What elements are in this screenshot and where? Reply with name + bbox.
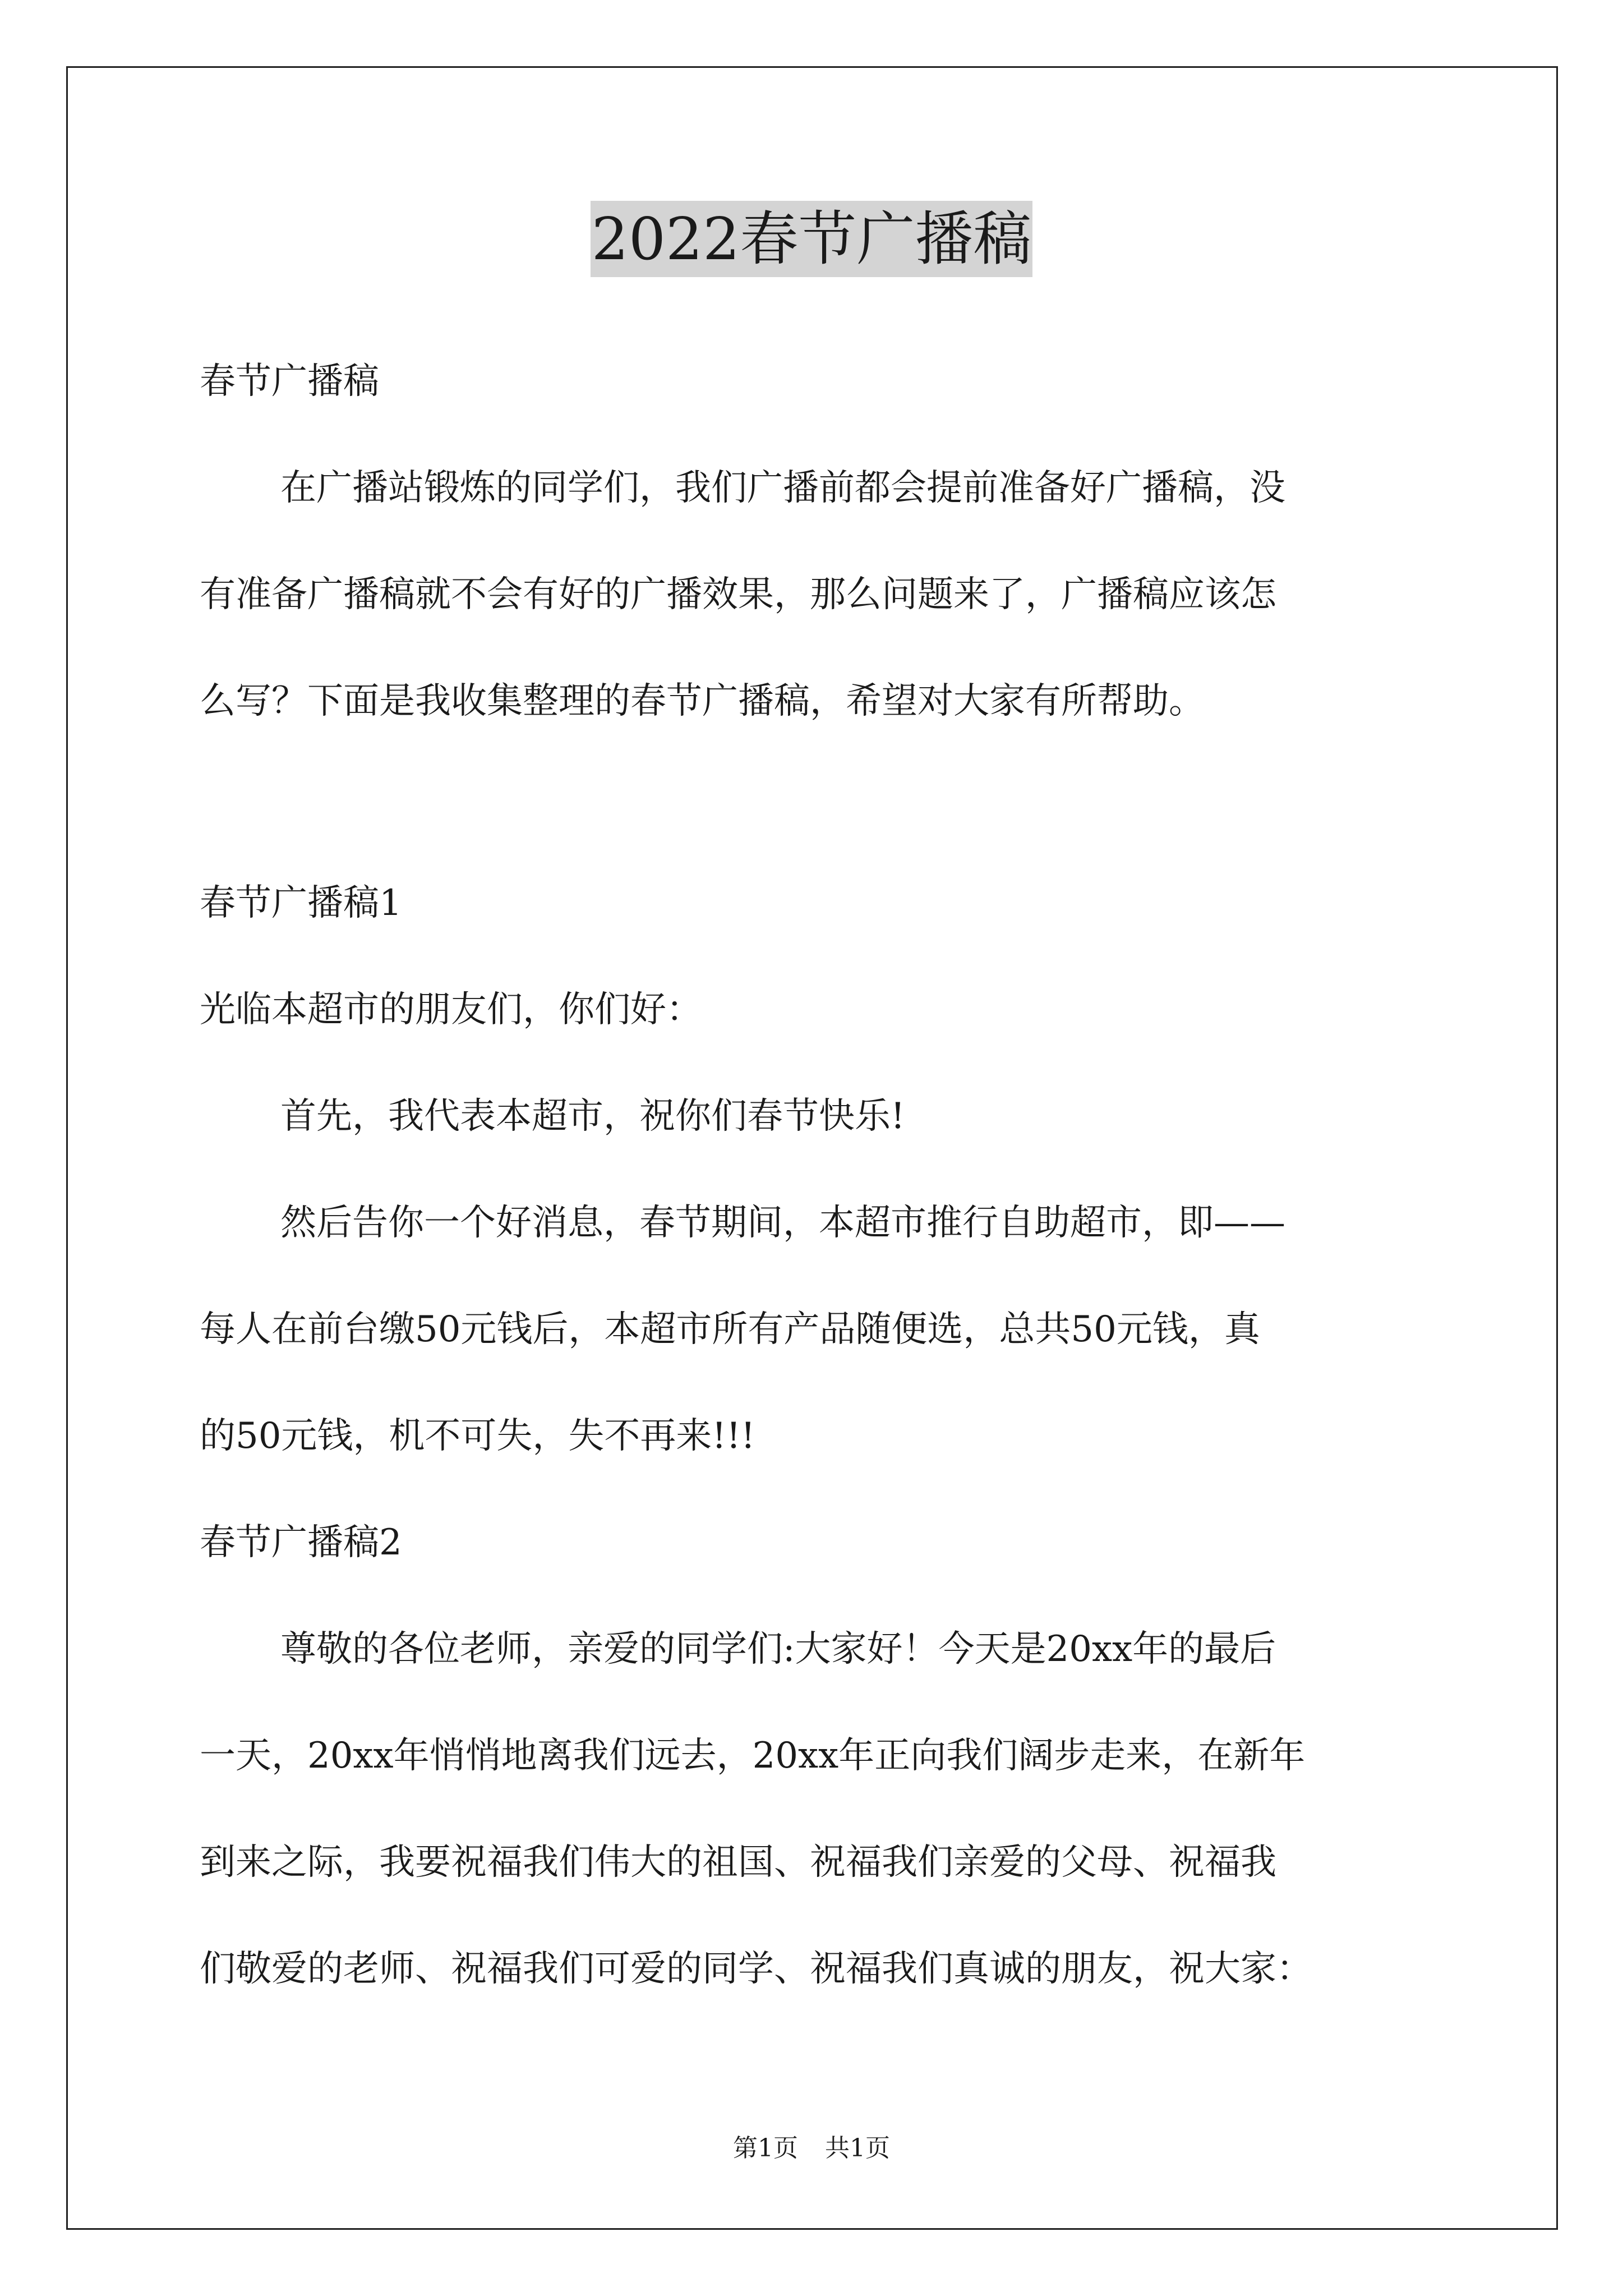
section1-greeting: 光临本超市的朋友们，你们好： [200, 989, 702, 1030]
intro-line-3: 么写？下面是我收集整理的春节广播稿，希望对大家有所帮助。 [200, 680, 1205, 722]
document-body [200, 328, 1428, 2022]
section1-heading: 春节广播稿1 [200, 882, 402, 924]
page-number-total: 共1页 [825, 2134, 890, 2162]
blank-gap [200, 754, 1428, 850]
subtitle: 春节广播稿 [200, 361, 379, 402]
document-title: 2022春节广播稿 [591, 201, 1033, 277]
section1-para2-line-1: 然后告你一个好消息，春节期间，本超市推行自助超市，即—— [280, 1202, 1285, 1244]
section2-line-1: 尊敬的各位老师，亲爱的同学们:大家好！今天是20xx年的最后 [280, 1628, 1276, 1670]
section2-line-3: 到来之际，我要祝福我们伟大的祖国、祝福我们亲爱的父母、祝福我 [200, 1842, 1276, 1883]
section1-para2-line-2: 每人在前台缴50元钱后，本超市所有产品随便选，总共50元钱，真 [200, 1309, 1260, 1350]
intro-line-2: 有准备广播稿就不会有好的广播效果，那么问题来了，广播稿应该怎 [200, 574, 1276, 615]
page-number-current: 第1页 [733, 2134, 798, 2162]
section2-line-4: 们敬爱的老师、祝福我们可爱的同学、祝福我们真诚的朋友，祝大家： [200, 1948, 1312, 1990]
section1-para1: 首先，我代表本超市，祝你们春节快乐! [280, 1096, 905, 1137]
section2-heading: 春节广播稿2 [200, 1522, 402, 1563]
page-footer [0, 2132, 1623, 2165]
intro-line-1: 在广播站锻炼的同学们，我们广播前都会提前准备好广播稿，没 [280, 467, 1285, 509]
section1-para2-line-3: 的50元钱，机不可失，失不再来!!! [200, 1415, 755, 1457]
section2-line-2: 一天，20xx年悄悄地离我们远去，20xx年正向我们阔步走来，在新年 [200, 1735, 1306, 1777]
title-container [0, 201, 1623, 277]
